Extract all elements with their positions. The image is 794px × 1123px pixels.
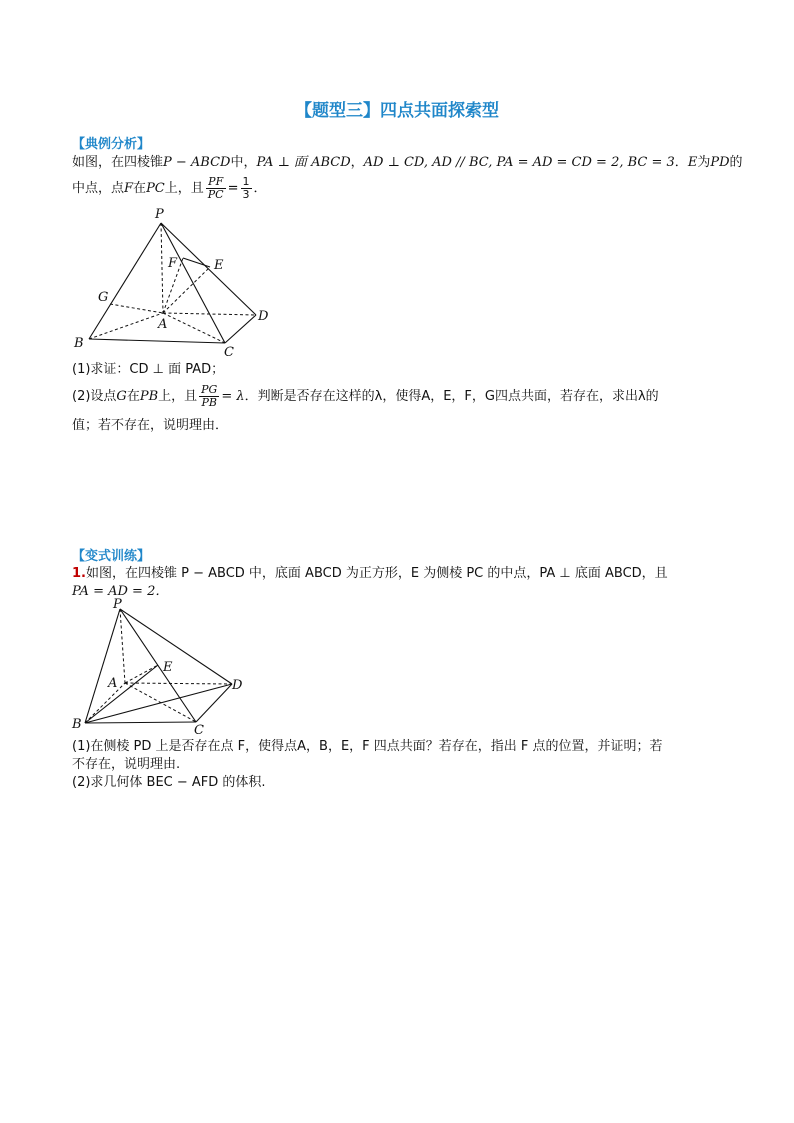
example-line1-mid: 中， bbox=[230, 155, 257, 170]
segment-pb: PB bbox=[139, 389, 159, 404]
example-section-label: 【典例分析】 bbox=[72, 137, 151, 152]
label-g: G bbox=[98, 290, 109, 305]
segment-ga bbox=[110, 304, 163, 313]
label-e: E bbox=[163, 660, 173, 675]
diagonal-ac bbox=[163, 313, 225, 343]
edge-ad bbox=[125, 683, 232, 684]
segment-ae bbox=[125, 665, 158, 683]
example-text-line2 bbox=[72, 174, 267, 204]
practice-question-2: (2)求几何体 BEC − AFD 的体积. bbox=[72, 775, 266, 790]
example-text-line1 bbox=[72, 154, 743, 171]
edge-pa bbox=[120, 609, 125, 683]
practice-text-line1 bbox=[72, 565, 668, 582]
pyramid-name: P − ABCD bbox=[163, 155, 231, 170]
edge-pb bbox=[89, 223, 161, 339]
q2-post: ．判断是否存在这样的λ，使得A，E，F，G四点共面，若存在，求出λ的 bbox=[244, 389, 659, 404]
edge-cd bbox=[225, 315, 256, 343]
segment-pc: PC bbox=[146, 181, 165, 196]
practice-question-1-line1: (1)在侧棱 PD 上是否存在点 F，使得点A，B，E，F 四点共面？若存在，指出 F 点的位置，并证明；若 bbox=[72, 739, 663, 754]
example-question-1: (1)求证：CD ⊥ 面 PAD； bbox=[72, 362, 225, 377]
label-c: C bbox=[194, 723, 204, 738]
label-f: F bbox=[168, 256, 178, 271]
example-line1-sep: ， bbox=[350, 155, 364, 170]
practice-section-label: 【变式训练】 bbox=[72, 549, 151, 564]
question-number: 1. bbox=[72, 566, 86, 581]
example-question-2 bbox=[72, 382, 659, 412]
point-g: G bbox=[116, 389, 127, 404]
edge-pd bbox=[120, 609, 232, 684]
q2-mid: 在 bbox=[126, 389, 140, 404]
label-c: C bbox=[224, 345, 234, 360]
diagonal-ac bbox=[125, 683, 196, 722]
equals-sign: = bbox=[227, 181, 239, 196]
point-f: F bbox=[124, 181, 134, 196]
example-line2-mid: 在 bbox=[133, 181, 147, 196]
label-b: B bbox=[74, 336, 84, 351]
label-a: A bbox=[158, 317, 168, 332]
label-a: A bbox=[108, 676, 118, 691]
practice-pyramid-figure bbox=[68, 596, 258, 738]
segment-fe bbox=[183, 258, 210, 267]
segment-pd: PD bbox=[710, 155, 730, 170]
point-e: E bbox=[687, 155, 698, 170]
practice-text-line2: PA = AD = 2． bbox=[72, 584, 169, 599]
edge-pa bbox=[161, 223, 163, 313]
example-pyramid-figure bbox=[70, 205, 280, 360]
example-line2-end: ． bbox=[253, 181, 267, 196]
edge-ab bbox=[89, 313, 163, 339]
practice-line1-text: 如图，在四棱锥 P − ABCD 中，底面 ABCD 为正方形，E 为侧棱 PC 的中点，PA ⊥ 底面 ABCD，且 bbox=[85, 566, 668, 581]
q2-pre: (2)设点 bbox=[72, 389, 117, 404]
label-b: B bbox=[72, 717, 82, 732]
page-title: 【题型三】四点共面探索型 bbox=[295, 101, 499, 121]
example-line1-post: 为 bbox=[697, 155, 711, 170]
edge-cd bbox=[196, 684, 232, 722]
example-line1-mid2: ． bbox=[674, 155, 688, 170]
segment-ae bbox=[163, 267, 210, 313]
edge-pc bbox=[161, 223, 225, 343]
perpendicular-condition: PA ⊥ 面 ABCD bbox=[256, 155, 351, 170]
edge-bc bbox=[85, 722, 196, 723]
practice-question-1-line2: 不存在，说明理由. bbox=[72, 757, 181, 772]
fraction-pg-pb: $\frac{PG}{PB}$ bbox=[201, 383, 218, 409]
edge-bc bbox=[89, 339, 225, 343]
example-line2-pre: 中点，点 bbox=[72, 181, 125, 196]
length-conditions: AD ⊥ CD, AD // BC, PA = AD = CD = 2, BC = 3 bbox=[363, 155, 675, 170]
fraction-pf-pc: $\frac{PF}{PC}$ bbox=[207, 175, 224, 201]
lambda-equality: = λ bbox=[221, 389, 245, 404]
segment-be bbox=[85, 665, 158, 723]
label-p: P bbox=[113, 597, 122, 612]
label-e: E bbox=[214, 258, 224, 273]
example-line1-pre: 如图，在四棱锥 bbox=[72, 155, 164, 170]
fraction-one-third: $\frac{1}{3}$ bbox=[242, 175, 250, 201]
example-line2-mid2: 上，且 bbox=[164, 181, 204, 196]
label-d: D bbox=[258, 309, 269, 324]
label-p: P bbox=[155, 207, 164, 222]
q2-mid2: 上，且 bbox=[158, 389, 198, 404]
label-d: D bbox=[232, 678, 243, 693]
example-line1-end: 的 bbox=[729, 155, 743, 170]
example-question-2-line2: 值；若不存在，说明理由． bbox=[72, 418, 229, 433]
